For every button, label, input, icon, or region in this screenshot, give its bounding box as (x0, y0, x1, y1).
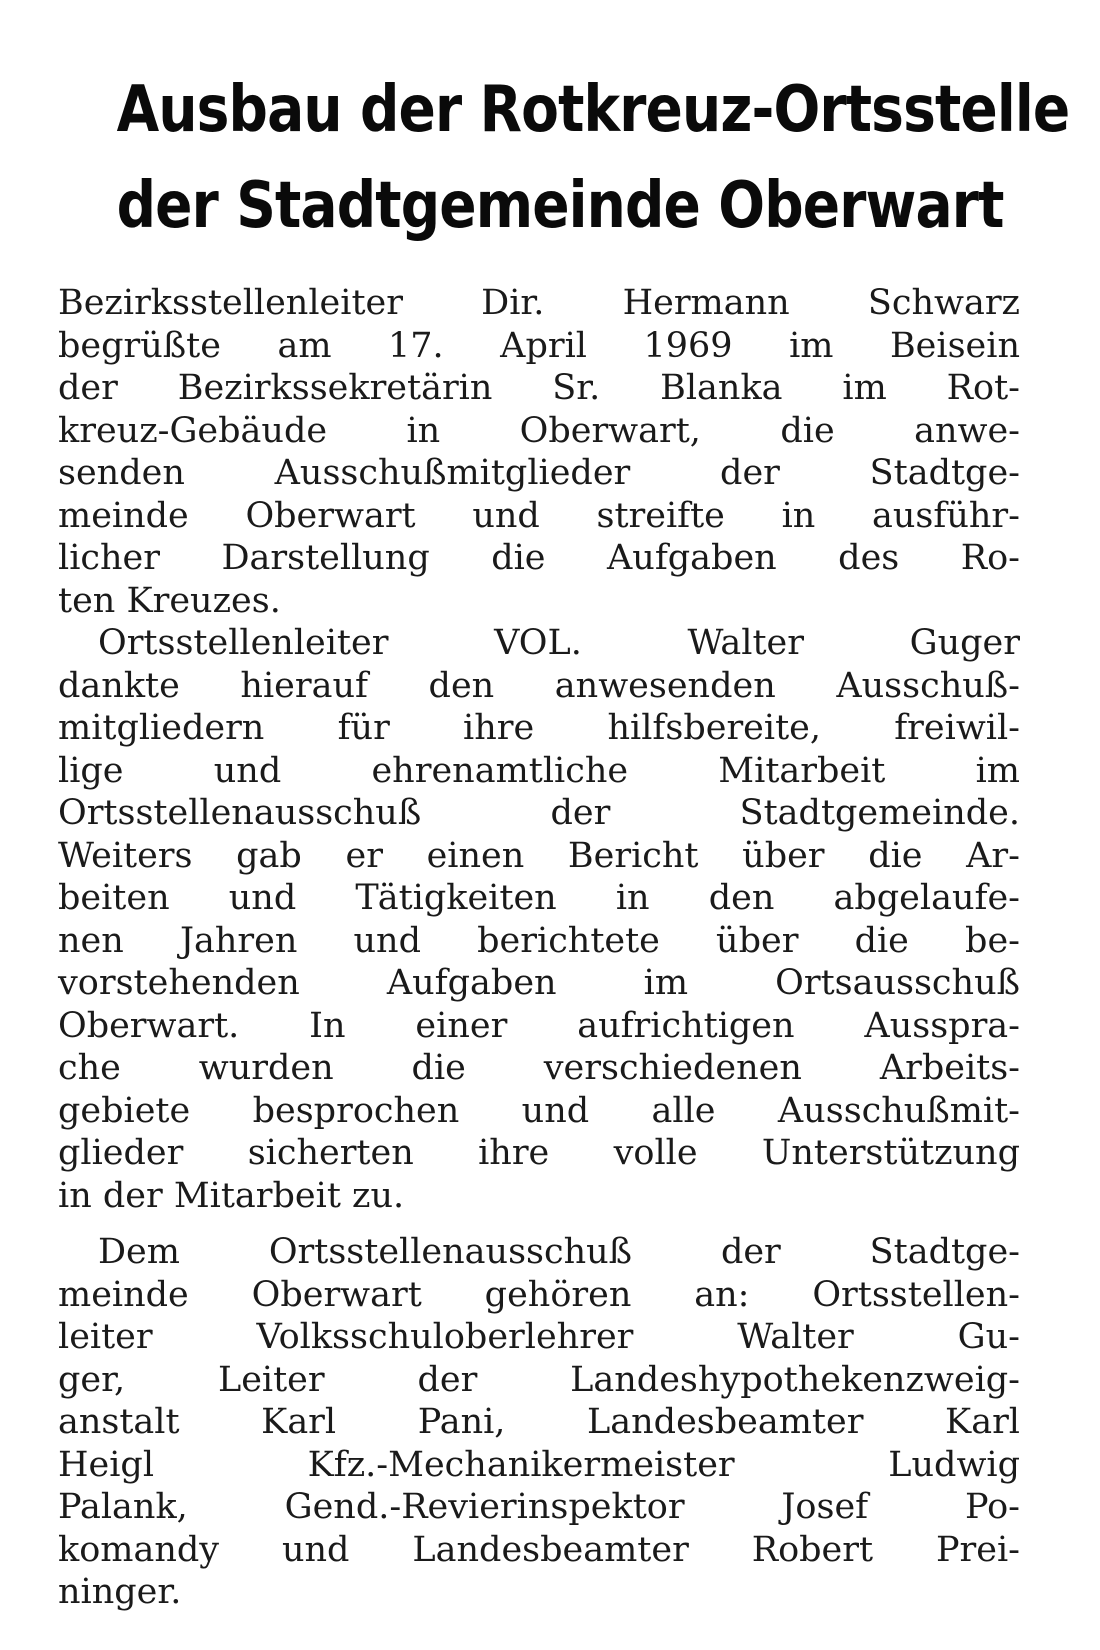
paragraph-1 (58, 282, 1020, 622)
text-line: anstalt Karl Pani, Landesbeamter Karl (58, 1402, 1020, 1442)
text-line: Palank, Gend.-Revierinspektor Josef Po- (58, 1487, 1020, 1527)
text-line: gebiete besprochen und alle Ausschußmit- (58, 1090, 1020, 1131)
text-line: Dem Ortsstellenausschuß der Stadtge- (98, 1232, 1020, 1272)
text-line: nen Jahren und berichtete über die be- (58, 920, 1020, 961)
text-line: begrüßte am 17. April 1969 im Beisein (58, 325, 1020, 366)
text-line: Heigl Kfz.-Mechanikermeister Ludwig (58, 1444, 1020, 1485)
text-line: vorstehenden Aufgaben im Ortsausschuß (58, 963, 1020, 1003)
headline-line-2: der Stadtgemeinde Oberwart (116, 169, 1004, 243)
text-line: mitgliedern für ihre hilfsbereite, freiwil- (58, 708, 1020, 748)
text-line: dankte hierauf den anwesenden Ausschuß- (58, 665, 1020, 706)
text-line: meinde Oberwart gehören an: Ortsstellen- (58, 1274, 1020, 1315)
text-line: Weiters gab er einen Bericht über die Ar- (58, 835, 1020, 876)
text-line: Ortsstellenleiter VOL. Walter Guger (98, 623, 1020, 663)
text-line: lige und ehrenamtliche Mitarbeit im (58, 750, 1020, 791)
headline-line-1: Ausbau der Rotkreuz-Ortsstelle (116, 73, 1070, 147)
text-line: senden Ausschußmitglieder der Stadtge- (58, 453, 1020, 493)
text-line: komandy und Landesbeamter Robert Prei- (58, 1529, 1020, 1570)
text-line: Bezirksstellenleiter Dir. Hermann Schwarz (58, 283, 1020, 323)
text-line: licher Darstellung die Aufgaben des Ro- (58, 538, 1020, 578)
paragraph-gap (58, 1217, 1020, 1231)
text-line: kreuz-Gebäude in Oberwart, die anwe- (58, 410, 1020, 451)
paragraph-3 (58, 1231, 1020, 1614)
text-line: der Bezirkssekretärin Sr. Blanka im Rot- (58, 368, 1020, 408)
text-line: in der Mitarbeit zu. (58, 1175, 405, 1216)
text-line: Ortsstellenausschuß der Stadtgemeinde. (58, 793, 1020, 833)
text-line: ninger. (58, 1572, 182, 1612)
text-line: beiten und Tätigkeiten in den abgelaufe- (58, 878, 1020, 918)
text-line: ten Kreuzes. (58, 580, 281, 621)
article-headline (116, 62, 1070, 254)
paragraph-2 (58, 622, 1020, 1217)
text-line: glieder sicherten ihre volle Unterstützung (58, 1133, 1020, 1173)
text-line: che wurden die verschiedenen Arbeits- (58, 1048, 1020, 1088)
article-body (58, 282, 1020, 1614)
text-line: ger, Leiter der Landeshypothekenzweig- (58, 1359, 1020, 1400)
text-line: Oberwart. In einer aufrichtigen Ausspra- (58, 1005, 1020, 1046)
text-line: meinde Oberwart und streifte in ausführ- (58, 495, 1020, 536)
text-line: leiter Volksschuloberlehrer Walter Gu- (58, 1317, 1020, 1357)
